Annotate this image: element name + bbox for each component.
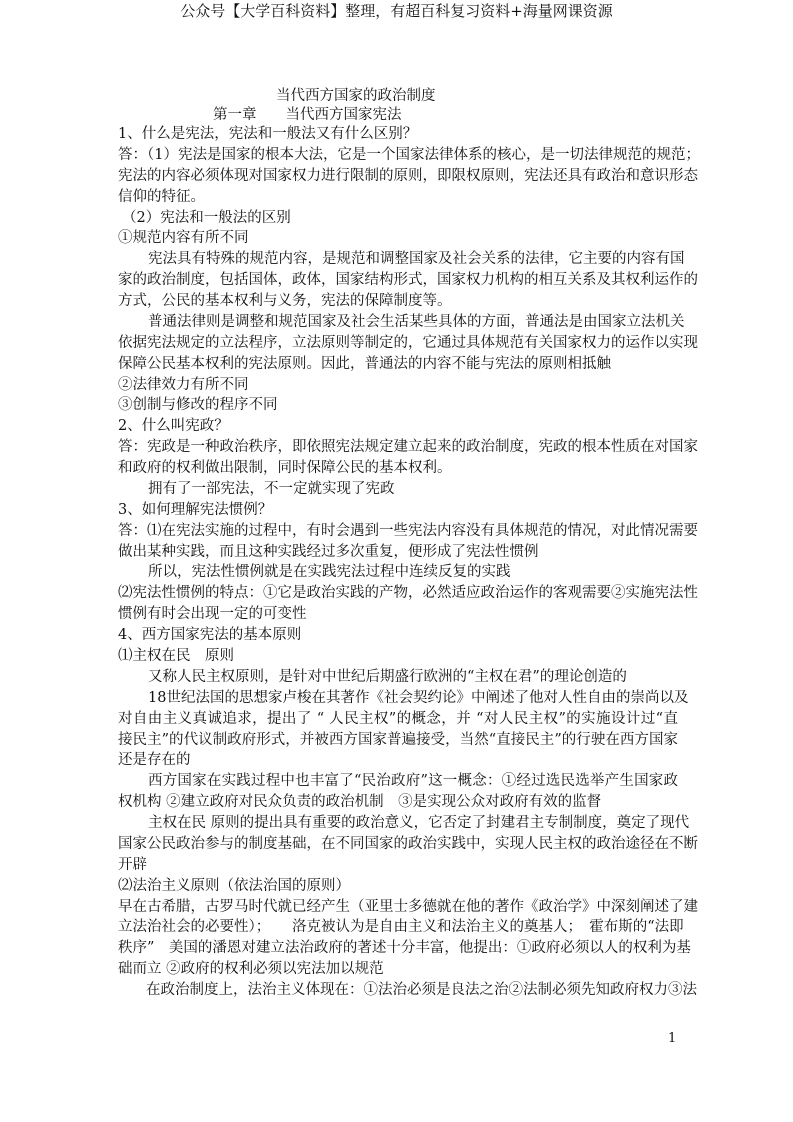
text-line: ⑵法治主义原则（依法治国的原则）: [118, 877, 350, 894]
text-line: 又称人民主权原则，是针对中世纪后期盛行欧洲的“主权在君”的理论创造的: [148, 668, 627, 685]
text-line: 答：⑴在宪法实施的过程中，有时会遇到一些宪法内容没有具体规范的情况，对此情况需要: [118, 522, 698, 539]
text-line: ⑴主权在民 原则: [118, 648, 234, 664]
text-line: 西方国家在实践过程中也丰富了“民治政府”这一概念：①经过选民选举产生国家政: [148, 773, 678, 790]
text-line: ③创制与修改的程序不同: [118, 397, 278, 414]
document-title: 当代西方国家的政治制度: [276, 88, 436, 104]
text-line: 国家公民政治参与的制度基础，在不同国家的政治实践中，实现人民主权的政治途径在不断: [118, 835, 698, 852]
text-line: 方式，公民的基本权利与义务，宪法的保障制度等。: [118, 293, 452, 310]
text-line: 答：（1）宪法是国家的根本大法，它是一个国家法律体系的核心，是一切法律规范的规范；: [118, 146, 700, 163]
text-line: 权机构 ②建立政府对民众负责的政治机制 ③是实现公众对政府有效的监督: [118, 794, 602, 811]
text-line: 接民主”的代议制政府形式，并被西方国家普遍接受，当然“直接民主”的行驶在西方国家: [118, 731, 678, 748]
text-line: 在政治制度上，法治主义体现在：①法治必须是良法之治②法制必须先知政府权力③法: [146, 982, 697, 999]
text-line: ②法律效力有所不同: [118, 376, 249, 393]
text-line: 惯例有时会出现一定的可变性: [118, 606, 307, 623]
page-header-banner: 公众号【大学百科资料】整理，有超百科复习资料+海量网课资源: [180, 2, 613, 20]
text-line: 和政府的权利做出限制，同时保障公民的基本权利。: [118, 460, 452, 477]
page-number: 1: [668, 1031, 677, 1046]
text-line: 保障公民基本权利的宪法原则。因此，普通法的内容不能与宪法的原则相抵触: [118, 355, 611, 372]
text-line: 做出某种实践，而且这种实践经过多次重复，便形成了宪法性惯例: [118, 543, 539, 560]
text-line: 普通法律则是调整和规范国家及社会生活某些具体的方面，普通法是由国家立法机关: [148, 313, 685, 330]
text-line: 对自由主义真诚追求，提出了 “ 人民主权”的概念，并 “对人民主权”的实施设计过“直: [118, 710, 678, 727]
text-line: 立法治社会的必要性）； 洛克被认为是自由主义和法治主义的奠基人； 霍布斯的“法即: [118, 919, 684, 936]
text-line: 1、什么是宪法，宪法和一般法又有什么区别？: [118, 126, 418, 142]
text-line: 开辟: [118, 856, 147, 873]
text-line: 础而立 ②政府的权利必须以宪法加以规范: [118, 961, 384, 978]
text-line: 3、如何理解宪法惯例？: [118, 501, 273, 518]
text-line: 秩序” 美国的潘恩对建立法治政府的著述十分丰富，他提出：①政府必须以人的权利为基: [118, 940, 691, 957]
text-line: 18世纪法国的思想家卢梭在其著作《社会契约论》中阐述了他对人性自由的崇尚以及: [148, 689, 689, 706]
text-line: ⑵宪法性惯例的特点：①它是政治实践的产物，必然适应政治运作的客观需要②实施宪法性: [118, 585, 698, 602]
text-line: 家的政治制度，包括国体，政体，国家结构形式，国家权力机构的相互关系及其权利运作的: [118, 272, 698, 289]
text-line: 答：宪政是一种政治秩序，即依照宪法规定建立起来的政治制度，宪政的根本性质在对国家: [118, 439, 698, 456]
text-line: 宪法的内容必须体现对国家权力进行限制的原则，即限权原则，宪法还具有政治和意识形态: [118, 167, 698, 184]
text-line: 早在古希腊，古罗马时代就已经产生（亚里士多德就在他的著作《政治学》中深刻阐述了建: [118, 898, 698, 915]
text-line: 还是存在的: [118, 752, 191, 769]
text-line: 4、西方国家宪法的基本原则: [118, 627, 302, 644]
text-line: 信仰的特征。: [118, 188, 205, 205]
text-line: 依据宪法规定的立法程序，立法原则等制定的，它通过具体规范有关国家权力的运作以实现: [118, 334, 698, 351]
text-line: ①规范内容有所不同: [118, 230, 249, 247]
text-line: 所以，宪法性惯例就是在实践宪法过程中连续反复的实践: [148, 564, 511, 581]
text-line: 2、什么叫宪政？: [118, 418, 229, 435]
text-line: （2）宪法和一般法的区别: [122, 209, 291, 226]
text-line: 宪法具有特殊的规范内容，是规范和调整国家及社会关系的法律，它主要的内容有国: [148, 251, 685, 268]
text-line: 主权在民 原则的提出具有重要的政治意义，它否定了封建君主专制制度，奠定了现代: [148, 815, 690, 832]
chapter-heading: 第一章 当代西方国家宪法: [213, 107, 402, 123]
text-line: 拥有了一部宪法，不一定就实现了宪政: [148, 480, 395, 497]
